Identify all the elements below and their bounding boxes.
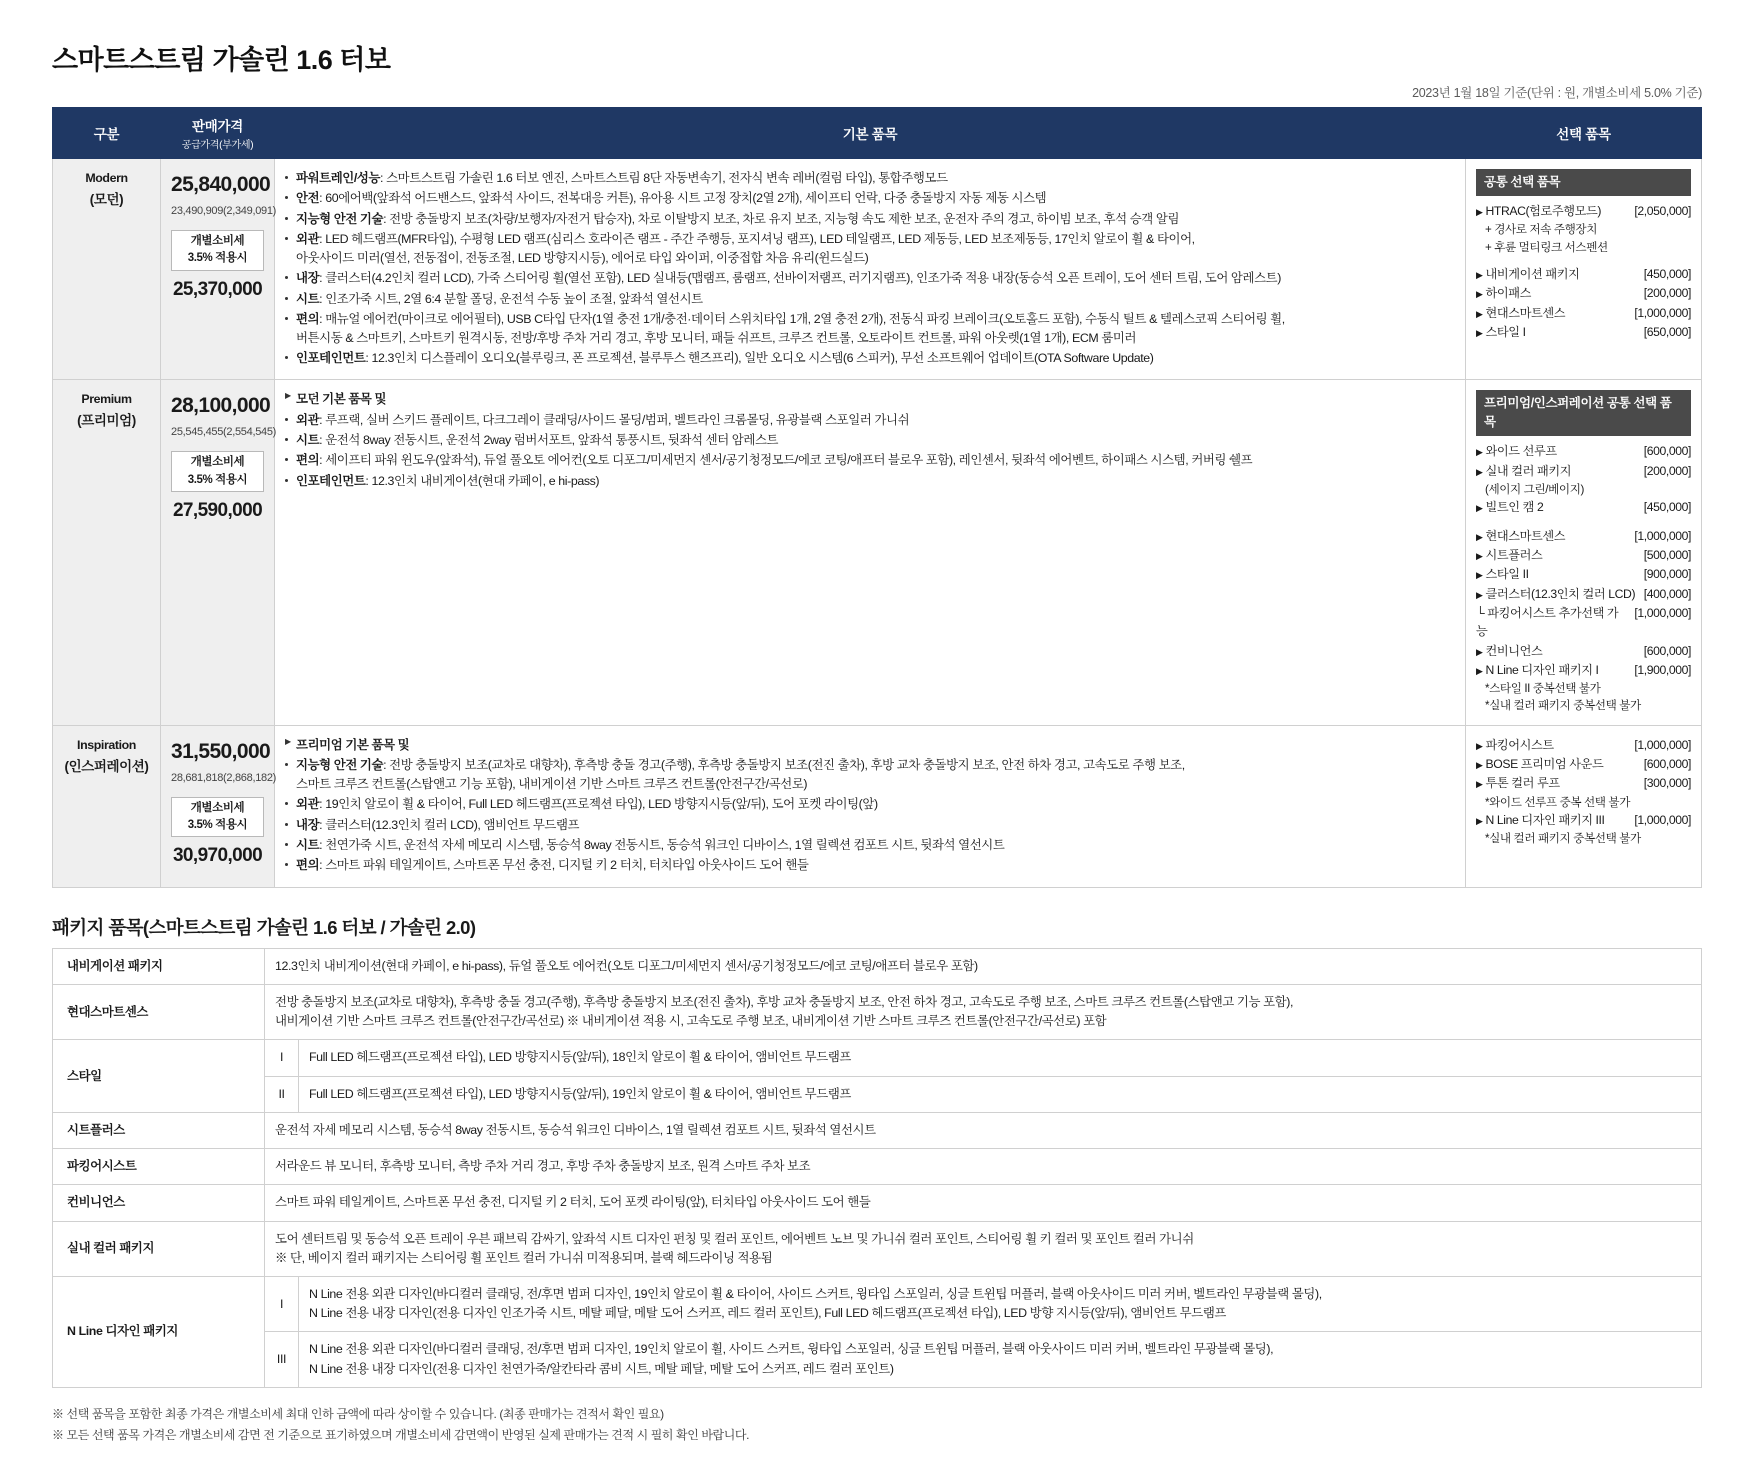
- option-price: [2,050,000]: [1634, 204, 1691, 218]
- option-name: 컨비니언스: [1485, 643, 1543, 658]
- package-contents: [299, 1332, 1702, 1387]
- col-header-price: [161, 108, 275, 159]
- col-header-price-sublabel: 공급가격(부가세): [181, 140, 254, 151]
- package-name: 스타일: [53, 1040, 265, 1112]
- trim-price-cell: [161, 725, 275, 887]
- option-price: [450,000]: [1643, 500, 1691, 515]
- package-content-line: ※ 단, 베이지 컬러 패키지는 스티어링 휠 포인트 컬러 가니쉬 미적용되며, 블랙 헤드라이닝 적용됨: [275, 1250, 773, 1265]
- option-price: [650,000]: [1643, 324, 1691, 339]
- package-content-line: N Line 전용 내장 디자인(전용 디자인 인조가죽 시트, 메탈 페달, 메탈 도어 스커프, 레드 컬러 포인트), Full LED 헤드램프(프로젝션 타입), LED 방향 지시등(앞/뒤), 앰비언트 무드램프: [309, 1306, 1226, 1321]
- option-label: [1476, 774, 1566, 792]
- option-name: BOSE 프리미엄 사운드: [1485, 757, 1604, 772]
- trim-grade-name: Inspiration: [77, 737, 136, 752]
- option-label: [1476, 604, 1634, 641]
- spec-item: 시트: 운전석 8way 전동시트, 운전석 2way 럼버서포트, 앞좌석 통풍시트, 뒷좌석 센터 암레스트: [285, 431, 1455, 450]
- bullet-arrow-icon: ▶: [1476, 503, 1483, 514]
- option-label: [1476, 565, 1535, 583]
- package-contents: [299, 1040, 1702, 1076]
- option-note: *스타일 II 중복선택 불가: [1485, 682, 1601, 696]
- package-contents: [299, 1276, 1702, 1331]
- option-name: └ 파킹어시스트 추가선택 가능: [1476, 605, 1619, 639]
- footnotes: [52, 1404, 1702, 1446]
- spec-item: 외관: LED 헤드램프(MFR타입), 수평형 LED 램프(심리스 호라이즌 램프 - 주간 주행등, 포지셔닝 램프), LED 테일램프, LED 제동등, LED 보조제동등, 17인치 알로이 휠 & 타이어, 아웃사이드 미러(열선, 전동접이, 전동조절, LED 방향지시등), 에어로 타입 와이퍼, 이중접합 차음 유리(윈드실드): [285, 230, 1455, 268]
- option-row[interactable]: [1476, 265, 1691, 283]
- trim-price-supply: 23,490,909(2,349,091): [171, 204, 277, 217]
- option-price: [900,000]: [1643, 567, 1691, 582]
- spec-item: 인포테인먼트: 12.3인치 디스플레이 오디오(블루링크, 폰 프로젝션, 블루투스 핸즈프리), 일반 오디오 시스템(6 스피커), 무선 소프트웨어 업데이트(OTA Software Update): [285, 349, 1455, 368]
- package-contents: [265, 948, 1702, 984]
- package-content-line: N Line 전용 외관 디자인(바디컬러 클래딩, 전/후면 범퍼 디자인, 19인치 알로이 휠, 사이드 스커트, 윙타입 스포일러, 싱글 트윈팁 머플러, 블랙 아웃사이드 미러 커버, 벨트라인 무광블랙 몰딩),: [309, 1342, 1274, 1357]
- package-content-line: 전방 충돌방지 보조(교차로 대향차), 후측방 충돌 경고(주행), 후측방 충돌방지 보조(전진 출차), 후방 교차 충돌방지 보조, 안전 하차 경고, 고속도로 주행 보조, 스마트 크루즈 컨트롤(스탑앤고 기능 포함),: [275, 995, 1294, 1009]
- bullet-arrow-icon: ▶: [1476, 207, 1483, 217]
- option-price: [1,000,000]: [1634, 605, 1691, 620]
- bullet-arrow-icon: ▶: [1476, 289, 1483, 300]
- options-group-title: 공통 선택 품목: [1476, 169, 1691, 196]
- spec-item: 외관: 루프랙, 실버 스키드 플레이트, 다크그레이 클래딩/사이드 몰딩/범퍼, 벨트라인 크롬몰딩, 유광블랙 스포일러 가니쉬: [285, 411, 1455, 430]
- option-price: [600,000]: [1643, 757, 1691, 772]
- col-header-price-label: 판매가격: [192, 119, 243, 134]
- trim-grade-name: Premium: [81, 392, 132, 407]
- package-variant: I: [265, 1276, 299, 1331]
- spec-item: 외관: 19인치 알로이 휠 & 타이어, Full LED 헤드램프(프로젝션 타입), LED 방향지시등(앞/뒤), 도어 포켓 라이팅(앞): [285, 795, 1455, 814]
- trim-price-cell: [161, 159, 275, 380]
- option-name: N Line 디자인 패키지 I: [1485, 662, 1599, 677]
- package-content-line: Full LED 헤드램프(프로젝션 타입), LED 방향지시등(앞/뒤), 19인치 알로이 휠 & 타이어, 앰비언트 무드램프: [309, 1086, 851, 1101]
- package-contents: [265, 1149, 1702, 1185]
- package-contents: [299, 1076, 1702, 1112]
- trim-grade-cell: [53, 159, 161, 380]
- option-label: [1476, 202, 1607, 220]
- option-label: [1476, 585, 1641, 603]
- option-name: HTRAC(험로주행모드): [1485, 204, 1602, 218]
- package-content-line: Full LED 헤드램프(프로젝션 타입), LED 방향지시등(앞/뒤), 18인치 알로이 휠 & 타이어, 앰비언트 무드램프: [309, 1050, 851, 1065]
- option-label: [1476, 265, 1586, 283]
- trim-standard-items-cell: [275, 380, 1466, 725]
- option-label: [1476, 642, 1548, 660]
- bullet-arrow-icon: ▶: [1476, 327, 1483, 338]
- trim-grade-name: Modern: [85, 171, 128, 185]
- spec-item: ▶ 모던 기본 품목 및: [285, 390, 1455, 409]
- package-table: [52, 948, 1702, 1388]
- option-label: [1476, 304, 1571, 322]
- trim-price: 28,100,000: [171, 394, 271, 418]
- option-row[interactable]: [1476, 498, 1691, 516]
- package-name: 시트플러스: [53, 1112, 265, 1148]
- footnote-2: ※ 모든 선택 품목 가격은 개별소비세 감면 전 기준으로 표기하였으며 개별소비세 감면액이 반영된 실제 판매가는 견적 시 필히 확인 바랍니다.: [52, 1427, 750, 1442]
- option-price: [1,000,000]: [1634, 305, 1691, 320]
- table-header-row: [53, 108, 1702, 159]
- option-price: [450,000]: [1643, 267, 1691, 282]
- option-note: *와이드 선루프 중복 선택 불가: [1485, 795, 1630, 809]
- option-row[interactable]: [1476, 585, 1691, 603]
- option-name: 와이드 선루프: [1485, 444, 1557, 459]
- option-label: [1476, 442, 1563, 460]
- trim-price-discounted: 25,370,000: [172, 278, 263, 300]
- package-row: [53, 1040, 1702, 1076]
- package-contents: [265, 1112, 1702, 1148]
- bullet-arrow-icon: ▶: [1476, 447, 1483, 458]
- option-name: 투톤 컬러 루프: [1485, 776, 1560, 791]
- spec-item: 편의: 스마트 파워 테일게이트, 스마트폰 무선 충전, 디지털 키 2 터치, 터치타입 아웃사이드 도어 핸들: [285, 856, 1455, 875]
- spec-item: 내장: 클러스터(4.2인치 컬러 LCD), 가죽 스티어링 휠(열선 포함), LED 실내등(맵램프, 룸램프, 선바이저램프, 러기지램프), 인조가죽 적용 내장(동승석 오픈 트레이, 도어 센터 트림, 도어 암레스트): [285, 269, 1455, 288]
- package-row: [53, 1332, 1702, 1387]
- option-price: [400,000]: [1643, 586, 1691, 601]
- col-header-options: 선택 품목: [1466, 108, 1702, 159]
- trim-options-cell: [1466, 380, 1702, 725]
- trim-row: [53, 159, 1702, 380]
- option-name: 스타일 II: [1485, 567, 1529, 582]
- package-name: 파킹어시스트: [53, 1149, 265, 1185]
- spec-item: 편의: 세이프티 파워 윈도우(앞좌석), 듀얼 풀오토 에어컨(오토 디포그/미세먼지 센서/공기청정모드/에코 코팅/애프터 블로우 포함), 레인센서, 뒷좌석 에어벤트, 하이패스 시스템, 커버링 쉘프: [285, 451, 1455, 470]
- option-note: + 후륜 멀티링크 서스펜션: [1485, 240, 1608, 254]
- package-row: [53, 1276, 1702, 1331]
- trim-tax-tag: 개별소비세 3.5% 적용시: [171, 230, 264, 271]
- option-price: [1,000,000]: [1634, 528, 1691, 543]
- option-name: 빌트인 캠 2: [1485, 500, 1544, 515]
- spec-item: 파워트레인/성능: 스마트스트림 가솔린 1.6 터보 엔진, 스마트스트림 8단 자동변속기, 전자식 변속 레버(컬럼 타입), 통합주행모드: [285, 169, 1455, 188]
- package-name: 내비게이션 패키지: [53, 948, 265, 984]
- option-name: 현대스마트센스: [1485, 528, 1566, 543]
- trim-grade-name-kr: (모던): [89, 191, 124, 207]
- option-name: 스타일 I: [1485, 324, 1526, 339]
- package-content-line: 12.3인치 내비게이션(현대 카페이, e hi-pass), 듀얼 풀오토 에어컨(오토 디포그/미세먼지 센서/공기청정모드/에코 코팅/애프터 블로우 포함): [275, 958, 978, 973]
- option-price: [1,000,000]: [1634, 737, 1691, 752]
- trim-price-discounted: 27,590,000: [172, 500, 263, 521]
- trim-options-cell: [1466, 159, 1702, 380]
- bullet-arrow-icon: ▶: [1476, 466, 1483, 477]
- trim-grade-cell: [53, 380, 161, 725]
- col-header-items: 기본 품목: [275, 108, 1466, 159]
- option-label: [1476, 498, 1549, 516]
- bullet-arrow-icon: ▶: [1476, 270, 1483, 281]
- package-content-line: N Line 전용 내장 디자인(전용 디자인 천연가죽/알칸타라 콤비 시트, 메탈 페달, 메탈 도어 스커프, 레드 컬러 포인트): [309, 1361, 894, 1376]
- trim-price-table: [52, 107, 1702, 888]
- bullet-arrow-icon: ▶: [1476, 740, 1483, 751]
- package-row: [53, 1149, 1702, 1185]
- option-row[interactable]: [1476, 736, 1691, 754]
- page-title: 스마트스트림 가솔린 1.6 터보: [52, 45, 391, 75]
- option-name: 파킹어시스트: [1485, 737, 1554, 752]
- option-name: 클러스터(12.3인치 컬러 LCD): [1485, 586, 1636, 601]
- option-row[interactable]: [1476, 811, 1691, 829]
- package-content-line: 도어 센터트림 및 동승석 오픈 트레이 우븐 패브릭 감싸기, 앞좌석 시트 디자인 펀칭 및 컬러 포인트, 에어벤트 노브 및 가니쉬 컬러 포인트, 스티어링 휠 키 컬러 및 포인트 컬러 가니쉬: [275, 1231, 1194, 1246]
- trim-grade-name-kr: (프리미엄): [77, 413, 136, 429]
- package-name: 실내 컬러 패키지: [53, 1221, 265, 1276]
- option-name: 시트플러스: [1485, 548, 1543, 563]
- option-row[interactable]: [1476, 774, 1691, 792]
- option-price: [1,000,000]: [1634, 813, 1691, 828]
- package-row: [53, 1221, 1702, 1276]
- package-row: [53, 985, 1702, 1040]
- option-row[interactable]: [1476, 755, 1691, 773]
- trim-options-cell: [1466, 725, 1702, 887]
- option-label: [1476, 284, 1537, 302]
- option-label: [1476, 323, 1532, 341]
- bullet-arrow-icon: ▶: [1476, 570, 1483, 581]
- trim-standard-items-cell: [275, 725, 1466, 887]
- option-row[interactable]: [1476, 462, 1691, 480]
- spec-item: 시트: 천연가죽 시트, 운전석 자세 메모리 시스템, 동승석 8way 전동시트, 동승석 워크인 디바이스, 1열 릴렉션 컴포트 시트, 뒷좌석 열선시트: [285, 836, 1455, 855]
- package-section-title: 패키지 품목(스마트스트림 가솔린 1.6 터보 / 가솔린 2.0): [52, 916, 476, 938]
- package-contents: [265, 1221, 1702, 1276]
- trim-grade-cell: [53, 725, 161, 887]
- option-price: [300,000]: [1643, 776, 1691, 791]
- option-note: *실내 컬러 패키지 중복선택 불가: [1485, 699, 1641, 713]
- option-name: 실내 컬러 패키지: [1485, 463, 1572, 478]
- package-row: [53, 1185, 1702, 1221]
- option-row[interactable]: [1476, 202, 1691, 220]
- trim-row: [53, 380, 1702, 725]
- trim-price: 25,840,000: [171, 173, 271, 196]
- package-contents: [265, 1185, 1702, 1221]
- package-variant: III: [265, 1332, 299, 1387]
- spec-item: 시트: 인조가죽 시트, 2열 6:4 분할 폴딩, 운전석 수동 높이 조절, 앞좌석 열선시트: [285, 290, 1455, 309]
- option-note: (세이지 그린/베이지): [1485, 483, 1584, 497]
- option-row[interactable]: [1476, 442, 1691, 460]
- bullet-arrow-icon: ▶: [1476, 646, 1483, 657]
- option-name: 내비게이션 패키지: [1485, 267, 1580, 282]
- package-content-line: 운전석 자세 메모리 시스템, 동승석 8way 전동시트, 동승석 워크인 디바이스, 1열 릴렉션 컴포트 시트, 뒷좌석 열선시트: [275, 1122, 876, 1137]
- trim-price: 31,550,000: [171, 739, 271, 763]
- option-label: [1476, 811, 1611, 829]
- option-note: *실내 컬러 패키지 중복선택 불가: [1485, 832, 1641, 846]
- option-row[interactable]: [1476, 565, 1691, 583]
- trim-price-discounted: 30,970,000: [172, 845, 263, 867]
- option-label: [1476, 755, 1609, 773]
- option-label: [1476, 527, 1571, 545]
- option-row[interactable]: [1476, 323, 1691, 341]
- option-row[interactable]: [1476, 642, 1691, 660]
- trim-tax-tag: 개별소비세 3.5% 적용시: [171, 797, 264, 838]
- package-content-line: N Line 전용 외관 디자인(바디컬러 클래딩, 전/후면 범퍼 디자인, 19인치 알로이 휠 & 타이어, 사이드 스커트, 윙타입 스포일러, 싱글 트윈팁 머플러, 블랙 아웃사이드 미러 커버, 벨트라인 무광블랙 몰딩),: [309, 1286, 1322, 1301]
- option-price: [500,000]: [1643, 548, 1691, 563]
- options-group-title: 프리미엄/인스퍼레이션 공통 선택 품목: [1476, 390, 1691, 436]
- spec-item: 인포테인먼트: 12.3인치 내비게이션(현대 카페이, e hi-pass): [285, 472, 1455, 491]
- bullet-arrow-icon: ▶: [1476, 760, 1483, 771]
- package-name: N Line 디자인 패키지: [53, 1276, 265, 1387]
- bullet-arrow-icon: ▶: [1476, 589, 1483, 600]
- bullet-arrow-icon: ▶: [1476, 531, 1483, 542]
- trim-tax-tag: 개별소비세 3.5% 적용시: [171, 451, 264, 492]
- package-name: 현대스마트센스: [53, 985, 265, 1040]
- package-contents: [265, 985, 1702, 1040]
- option-note: + 경사로 저속 주행장치: [1485, 223, 1598, 237]
- option-price: [200,000]: [1643, 463, 1691, 478]
- option-name: 현대스마트센스: [1485, 305, 1566, 320]
- bullet-arrow-icon: ▶: [1476, 816, 1483, 827]
- trim-standard-items-cell: [275, 159, 1466, 380]
- effective-date-note: 2023년 1월 18일 기준(단위 : 원, 개별소비세 5.0% 기준): [1412, 86, 1702, 100]
- package-variant: II: [265, 1076, 299, 1112]
- option-row[interactable]: [1476, 661, 1691, 679]
- bullet-arrow-icon: ▶: [1476, 779, 1483, 790]
- spec-item: 편의: 매뉴얼 에어컨(마이크로 에어필터), USB C타입 단자(1열 충전 1개/충전·데이터 스위치타입 1개, 2열 충전 2개), 전동식 파킹 브레이크(오토홀드 포함), 수동식 틸트 & 텔레스코픽 스티어링 휠, 버튼시동 & 스마트키, 스마트키 원격시동, 전방/후방 주차 거리 경고, 후방 모니터, 패들 쉬프트, 크루즈 컨트롤, 오토라이트 컨트롤, 파워 아웃렛(1열 1개), ECM 룸미러: [285, 310, 1455, 348]
- package-name: 컨비니언스: [53, 1185, 265, 1221]
- col-header-grade: 구분: [53, 108, 161, 159]
- option-name: 하이패스: [1485, 286, 1532, 301]
- bullet-arrow-icon: ▶: [1476, 308, 1483, 319]
- trim-price-supply: 28,681,818(2,868,182): [171, 771, 277, 784]
- footnote-1: ※ 선택 품목을 포함한 최종 가격은 개별소비세 최대 인하 금액에 따라 상이할 수 있습니다. (최종 판매가는 견적서 확인 필요): [52, 1406, 664, 1421]
- package-content-line: 서라운드 뷰 모니터, 후측방 모니터, 측방 주차 거리 경고, 후방 주차 충돌방지 보조, 원격 스마트 주차 보조: [275, 1159, 811, 1174]
- bullet-arrow-icon: ▶: [1476, 551, 1483, 562]
- spec-item: ▶ 프리미엄 기본 품목 및: [285, 736, 1455, 755]
- option-label: [1476, 736, 1560, 754]
- option-row[interactable]: [1476, 604, 1691, 641]
- option-row[interactable]: [1476, 284, 1691, 302]
- option-label: [1476, 661, 1605, 679]
- trim-price-cell: [161, 380, 275, 725]
- trim-price-supply: 25,545,455(2,554,545): [171, 426, 277, 439]
- option-price: [600,000]: [1643, 643, 1691, 658]
- option-price: [200,000]: [1643, 286, 1691, 301]
- option-price: [600,000]: [1643, 444, 1691, 459]
- option-row[interactable]: [1476, 304, 1691, 322]
- option-name: N Line 디자인 패키지 III: [1485, 813, 1605, 828]
- spec-item: 지능형 안전 기술: 전방 충돌방지 보조(차량/보행자/자전거 탑승자), 차로 이탈방지 보조, 차로 유지 보조, 지능형 속도 제한 보조, 운전자 주의 경고, 하이빔 보조, 후석 승객 알림: [285, 210, 1455, 229]
- option-row[interactable]: [1476, 546, 1691, 564]
- package-variant: I: [265, 1040, 299, 1076]
- option-row[interactable]: [1476, 527, 1691, 545]
- option-label: [1476, 462, 1577, 480]
- package-content-line: 스마트 파워 테일게이트, 스마트폰 무선 충전, 디지털 키 2 터치, 도어 포켓 라이팅(앞), 터치타입 아웃사이드 도어 핸들: [275, 1195, 871, 1210]
- package-row: [53, 1076, 1702, 1112]
- bullet-arrow-icon: ▶: [1476, 665, 1483, 676]
- package-content-line: 내비게이션 기반 스마트 크루즈 컨트롤(안전구간/곡선로) ※ 내비게이션 적용 시, 고속도로 주행 보조, 내비게이션 기반 스마트 크루즈 컨트롤(안전구간/곡선로) 포함: [275, 1014, 1107, 1029]
- package-row: [53, 1112, 1702, 1148]
- option-price: [1,900,000]: [1634, 662, 1691, 677]
- trim-grade-name-kr: (인스퍼레이션): [64, 758, 149, 774]
- spec-item: 안전: 60에어백(앞좌석 어드밴스드, 앞좌석 사이드, 전복대응 커튼), 유아용 시트 고정 장치(2열 2개), 세이프티 언락, 다중 충돌방지 자동 제동 시스템: [285, 189, 1455, 208]
- trim-row: [53, 725, 1702, 887]
- option-label: [1476, 546, 1548, 564]
- spec-item: 지능형 안전 기술: 전방 충돌방지 보조(교차로 대향차), 후측방 충돌 경고(주행), 후측방 충돌방지 보조(전진 출차), 후방 교차 충돌방지 보조, 안전 하차 경고, 고속도로 주행 보조, 스마트 크루즈 컨트롤(스탑앤고 기능 포함), 내비게이션 기반 스마트 크루즈 컨트롤(안전구간/곡선로): [285, 756, 1455, 794]
- package-row: [53, 948, 1702, 984]
- spec-item: 내장: 클러스터(12.3인치 컬러 LCD), 앰비언트 무드램프: [285, 816, 1455, 835]
